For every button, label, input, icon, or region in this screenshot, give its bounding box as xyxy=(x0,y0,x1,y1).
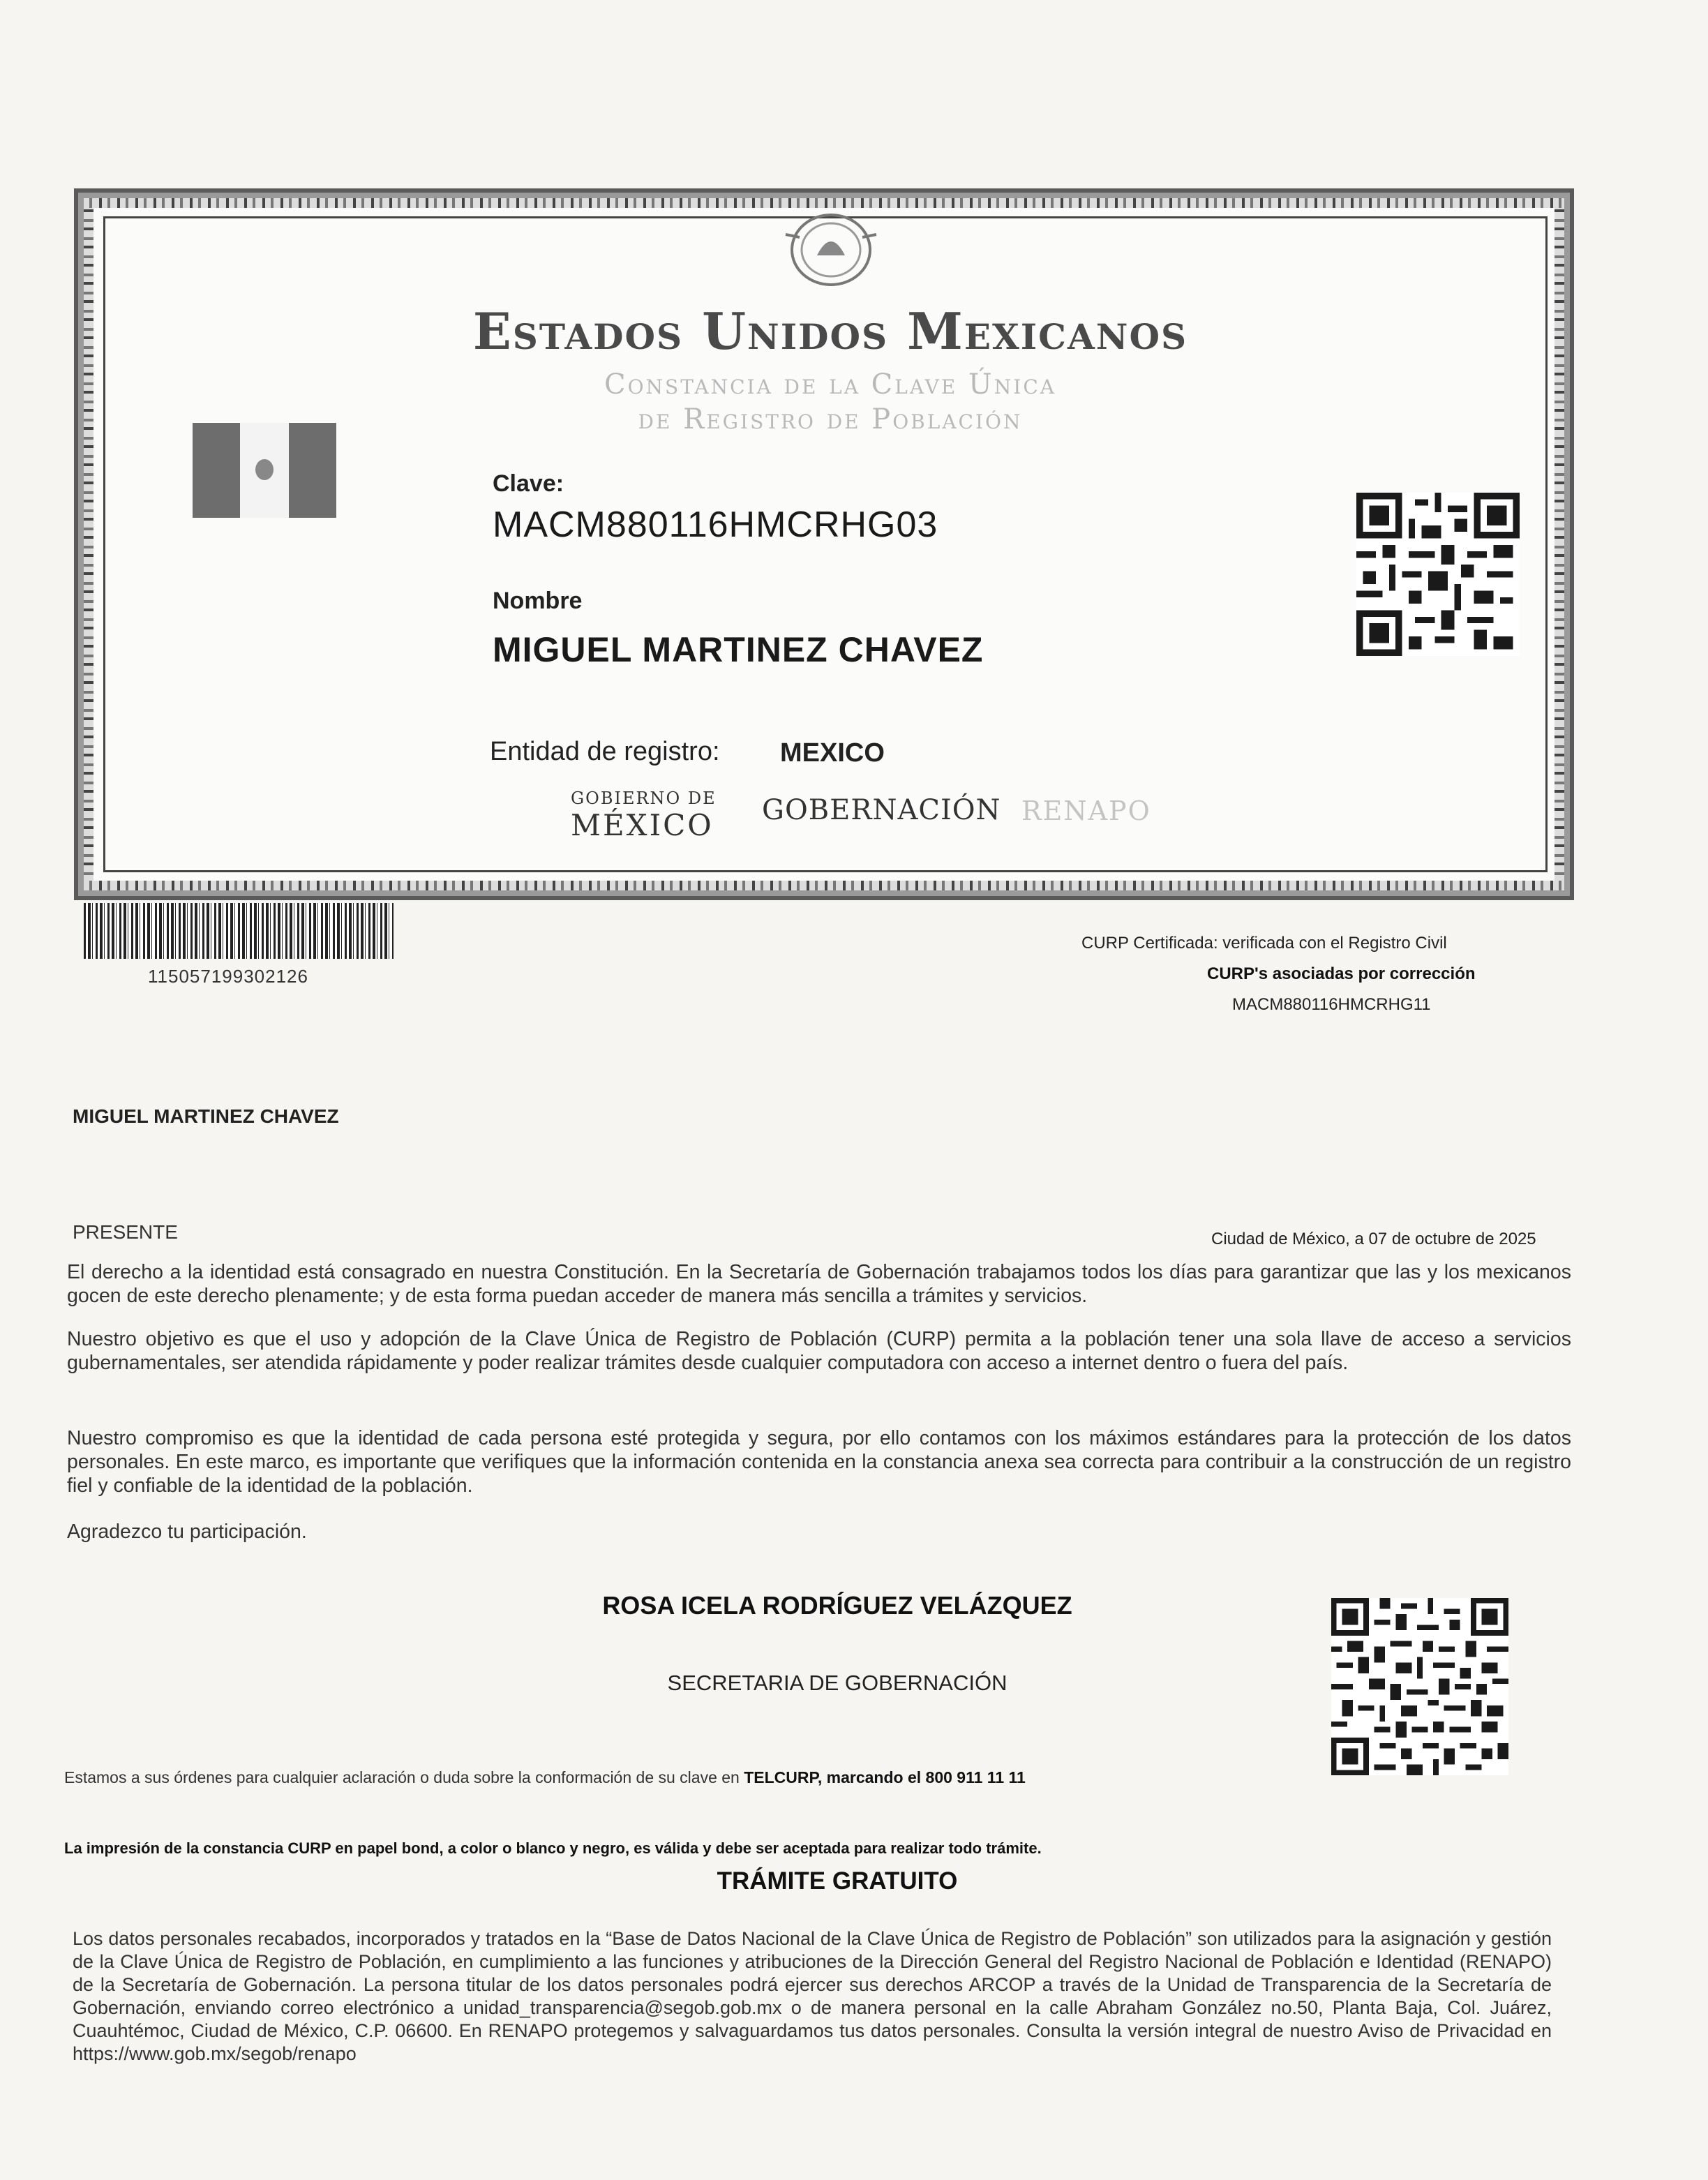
letter-paragraph-1: El derecho a la identidad está consagrado en nuestra Constitución. En la Secretaría de Gobernación trabajamos todos los días para garantizar que las y los mexicanos gocen de este derecho plenamente; y de esta forma puedan acceder de manera más sencilla a trámites y servicios. xyxy=(67,1261,1571,1307)
signer-title: SECRETARIA DE GOBERNACIÓN xyxy=(667,1671,1007,1695)
certificate-subtitle-line1: Constancia de la Clave Única xyxy=(604,368,1056,401)
entidad-value: MEXICO xyxy=(780,738,885,768)
telcurp-phone: TELCURP, marcando el 800 911 11 11 xyxy=(744,1768,1026,1786)
mexico-flag-icon xyxy=(193,423,336,518)
letter-date: Ciudad de México, a 07 de octubre de 2025 xyxy=(1211,1230,1536,1248)
letter-paragraph-4: Agradezco tu participación. xyxy=(67,1521,307,1543)
tramite-gratuito: TRÁMITE GRATUITO xyxy=(717,1867,958,1895)
gobierno-logo-line1: GOBIERNO DE xyxy=(571,789,717,808)
gobierno-logo-line2: MÉXICO xyxy=(571,808,714,842)
certificate-title: Estados Unidos Mexicanos xyxy=(472,301,1188,361)
clave-value: MACM880116HMCRHG03 xyxy=(493,505,938,545)
clave-label: Clave: xyxy=(493,470,564,497)
telcurp-notice xyxy=(64,1768,1026,1787)
certificate-subtitle-line2: de Registro de Población xyxy=(638,403,1023,435)
frame-border-left xyxy=(84,208,93,881)
bond-paper-notice: La impresión de la constancia CURP en papel bond, a color o blanco y negro, es válida y debe ser aceptada para realizar todo trámite. xyxy=(64,1839,1042,1857)
gobernacion-logo: GOBERNACIÓN xyxy=(762,794,1001,826)
entidad-label: Entidad de registro: xyxy=(490,737,720,766)
privacy-notice: Los datos personales recabados, incorporados y tratados en la “Base de Datos Nacional de la Clave Única de Registro de Población” son utilizados para la asignación y gestión de la Clave Única de Registro de Población, en cumplimiento a las funciones y atribuciones de la Dirección General del Registro Nacional de Población e Identidad (RENAPO) de la Secretaría de Gobernación. La persona titular de los datos personales podrá ejercer sus derechos ARCOP a través de la Unidad de Transparencia de la Secretaría de Gobernación, enviando correo electrónico a unidad_transparencia@segob.gob.mx o de manera personal en la calle Abraham González no.50, Planta Baja, Col. Juárez, Cuauhtémoc, Ciudad de México, C.P. 06600. En RENAPO protegemos y salvaguardamos tus datos personales. Consulta la versión integral de nuestro Aviso de Privacidad en https://www.gob.mx/segob/renapo xyxy=(73,1928,1552,2064)
nombre-value: MIGUEL MARTINEZ CHAVEZ xyxy=(493,630,984,669)
telcurp-text: Estamos a sus órdenes para cualquier aclaración o duda sobre la conformación de su clave en xyxy=(64,1768,744,1786)
frame-border-bottom xyxy=(84,881,1564,890)
national-seal-icon xyxy=(779,207,883,290)
barcode-number: 115057199302126 xyxy=(148,966,308,987)
letter-paragraph-3: Nuestro compromiso es que la identidad de cada persona esté protegida y segura, por ello contamos con los máximos estándares para la protección de los datos personales. En este marco, es importante que verifiques que la información contenida en la constancia anexa sea correcta para contribuir a la construcción de un registro fiel y confiable de la identidad de la población. xyxy=(67,1427,1571,1497)
qr-code-icon xyxy=(1356,493,1520,656)
frame-border-right xyxy=(1555,208,1564,881)
signer-name: ROSA ICELA RODRÍGUEZ VELÁZQUEZ xyxy=(602,1591,1072,1620)
associated-curp-title: CURP's asociadas por corrección xyxy=(1207,964,1476,983)
qr-code-icon xyxy=(1330,1598,1510,1775)
nombre-label: Nombre xyxy=(493,588,583,614)
curp-certified-status: CURP Certificada: verificada con el Registro Civil xyxy=(1081,934,1447,953)
letter-paragraph-2: Nuestro objetivo es que el uso y adopción de la Clave Única de Registro de Población (CURP) permita a la población tener una sola llave de acceso a servicios gubernamentales, ser atendida rápidamente y poder realizar trámites desde cualquier computadora con acceso a internet dentro o fuera del país. xyxy=(67,1328,1571,1374)
letter-presente: PRESENTE xyxy=(73,1221,178,1243)
associated-curp-value: MACM880116HMCRHG11 xyxy=(1232,995,1431,1014)
letter-recipient: MIGUEL MARTINEZ CHAVEZ xyxy=(73,1105,339,1127)
barcode-icon xyxy=(84,903,394,959)
renapo-logo: RENAPO xyxy=(1021,796,1151,826)
